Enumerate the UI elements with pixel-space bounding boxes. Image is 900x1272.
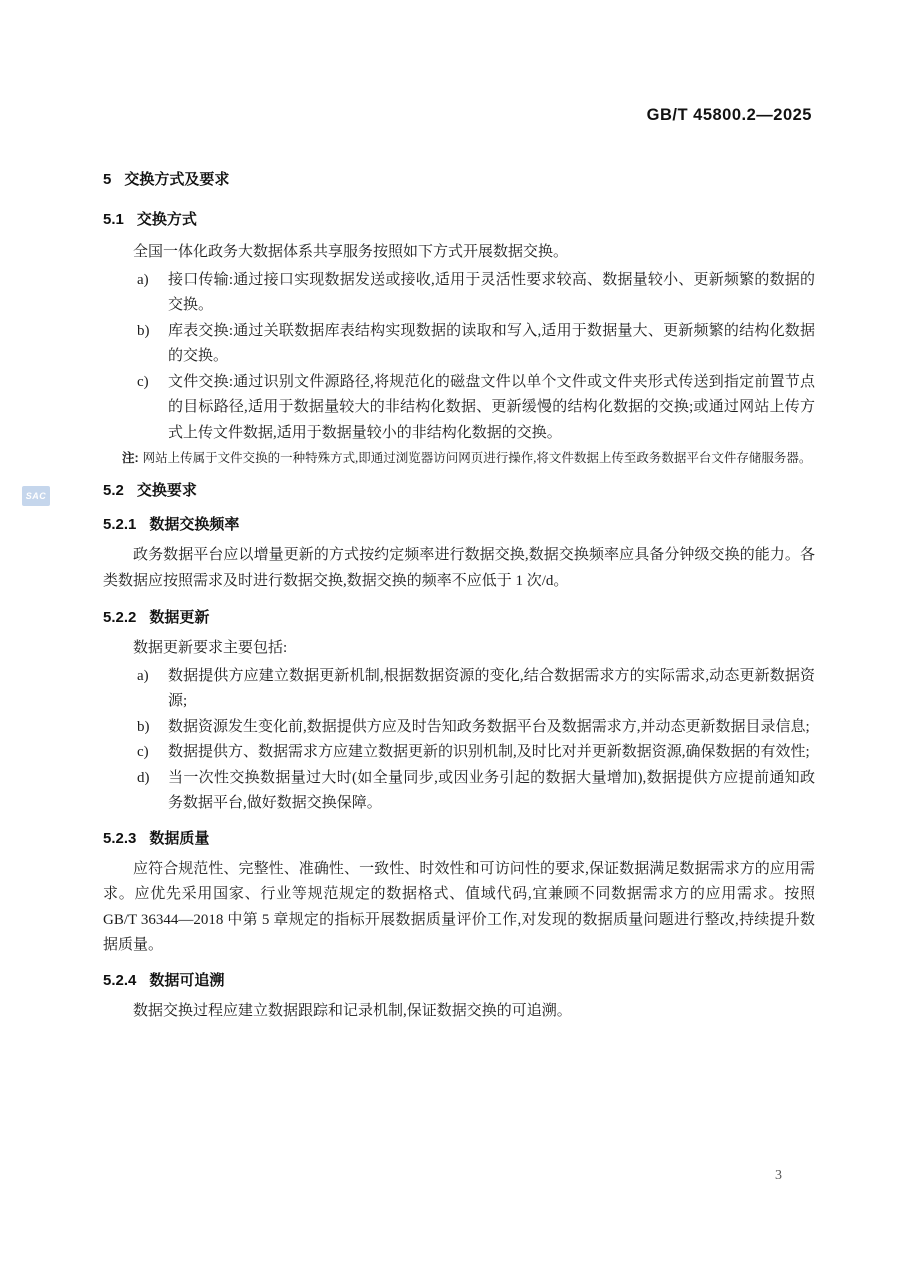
- section-heading-5-1: [103, 210, 815, 230]
- list-item-label: a): [137, 667, 149, 684]
- list-item-label: a): [137, 271, 149, 288]
- section-heading-5-2: [103, 481, 815, 501]
- section-heading-5-2-2: [103, 608, 815, 628]
- page-number: 3: [775, 1168, 782, 1183]
- note-label: 注:: [122, 451, 139, 465]
- list-item: [137, 319, 815, 370]
- exchange-method-list: [103, 268, 815, 447]
- list-item-label: c): [137, 744, 149, 760]
- list-item-text: 数据提供方应建立数据更新机制,根据数据资源的变化,结合数据需求方的实际需求,动态更新数据资源;: [168, 667, 815, 709]
- paragraph-data-update-intro: 数据更新要求主要包括:: [133, 640, 288, 656]
- section-title: 交换要求: [136, 482, 197, 499]
- list-item-text: 数据提供方、数据需求方应建立数据更新的识别机制,及时比对并更新数据资源,确保数据的有效性;: [168, 744, 810, 760]
- section-number: 5: [103, 171, 112, 188]
- list-item-text: 数据资源发生变化前,数据提供方应及时告知政务数据平台及数据需求方,并动态更新数据目录信息;: [168, 718, 810, 735]
- standard-number-header: GB/T 45800.2—2025: [646, 106, 812, 124]
- list-item-text: 当一次性交换数据量过大时(如全量同步,或因业务引起的数据大量增加),数据提供方应提前通知政务数据平台,做好数据交换保障。: [168, 769, 815, 811]
- paragraph-exchange-frequency: 政务数据平台应以增量更新的方式按约定频率进行数据交换,数据交换频率应具备分钟级交换的能力。各类数据应按照需求及时进行数据交换,数据交换的频率不应低于 1 次/d。: [103, 547, 815, 589]
- list-item-text: 接口传输:通过接口实现数据发送或接收,适用于灵活性要求较高、数据量较小、更新频繁的数据的交换。: [168, 271, 815, 313]
- section-number: 5.2: [103, 482, 124, 499]
- list-item: [137, 766, 815, 817]
- list-item-label: d): [137, 769, 150, 786]
- list-item-text: 文件交换:通过识别文件源路径,将规范化的磁盘文件以单个文件或文件夹形式传送到指定前置节点的目标路径,适用于数据量较大的非结构化数据、更新缓慢的结构化数据的交换;或通过网站上传方式上传文件数据,适用于数据量较小的非结构化数据的交换。: [168, 373, 815, 441]
- section-heading-5: [103, 170, 815, 190]
- list-item-label: b): [137, 322, 150, 339]
- document-body: [103, 170, 815, 1024]
- paragraph-data-quality: 应符合规范性、完整性、准确性、一致性、时效性和可访问性的要求,保证数据满足数据需求方的应用需求。应优先采用国家、行业等规范规定的数据格式、值域代码,宜兼顾不同数据需求方的应用需求。按照 GB/T 36344—2018 中第 5 章规定的指标开展数据质量评价工作,对发现的数据质量问题进行整改,持续提升数据质量。: [103, 860, 815, 953]
- list-item-text: 库表交换:通过关联数据库表结构实现数据的读取和写入,适用于数据量大、更新频繁的结构化数据的交换。: [168, 322, 815, 364]
- note-block: [122, 447, 815, 469]
- section-number: 5.1: [103, 211, 124, 228]
- section-title: 数据交换频率: [149, 516, 240, 533]
- section-title: 交换方式: [136, 211, 197, 228]
- section-number: 5.2.3: [103, 829, 137, 847]
- section-title: 数据质量: [149, 829, 210, 847]
- list-item: [137, 715, 815, 741]
- list-item: [137, 740, 815, 766]
- note-text: 网站上传属于文件交换的一种特殊方式,即通过浏览器访问网页进行操作,将文件数据上传至政务数据平台文件存储服务器。: [142, 451, 812, 465]
- paragraph-exchange-intro: 全国一体化政务大数据体系共享服务按照如下方式开展数据交换。: [133, 244, 569, 260]
- section-number: 5.2.1: [103, 516, 137, 533]
- section-title: 数据可追溯: [149, 971, 225, 989]
- sac-watermark-badge: SAC: [22, 486, 50, 506]
- section-number: 5.2.2: [103, 609, 137, 626]
- section-heading-5-2-3: [103, 829, 815, 849]
- paragraph-data-traceability: 数据交换过程应建立数据跟踪和记录机制,保证数据交换的可追溯。: [133, 1002, 572, 1019]
- section-title: 数据更新: [149, 609, 210, 626]
- section-number: 5.2.4: [103, 971, 137, 989]
- list-item-label: c): [137, 373, 149, 390]
- data-update-list: [103, 664, 815, 817]
- section-heading-5-2-4: [103, 971, 815, 991]
- list-item: [137, 268, 815, 319]
- list-item-label: b): [137, 718, 150, 735]
- section-heading-5-2-1: [103, 515, 815, 535]
- list-item: [137, 664, 815, 715]
- list-item: [137, 370, 815, 447]
- section-title: 交换方式及要求: [124, 171, 230, 188]
